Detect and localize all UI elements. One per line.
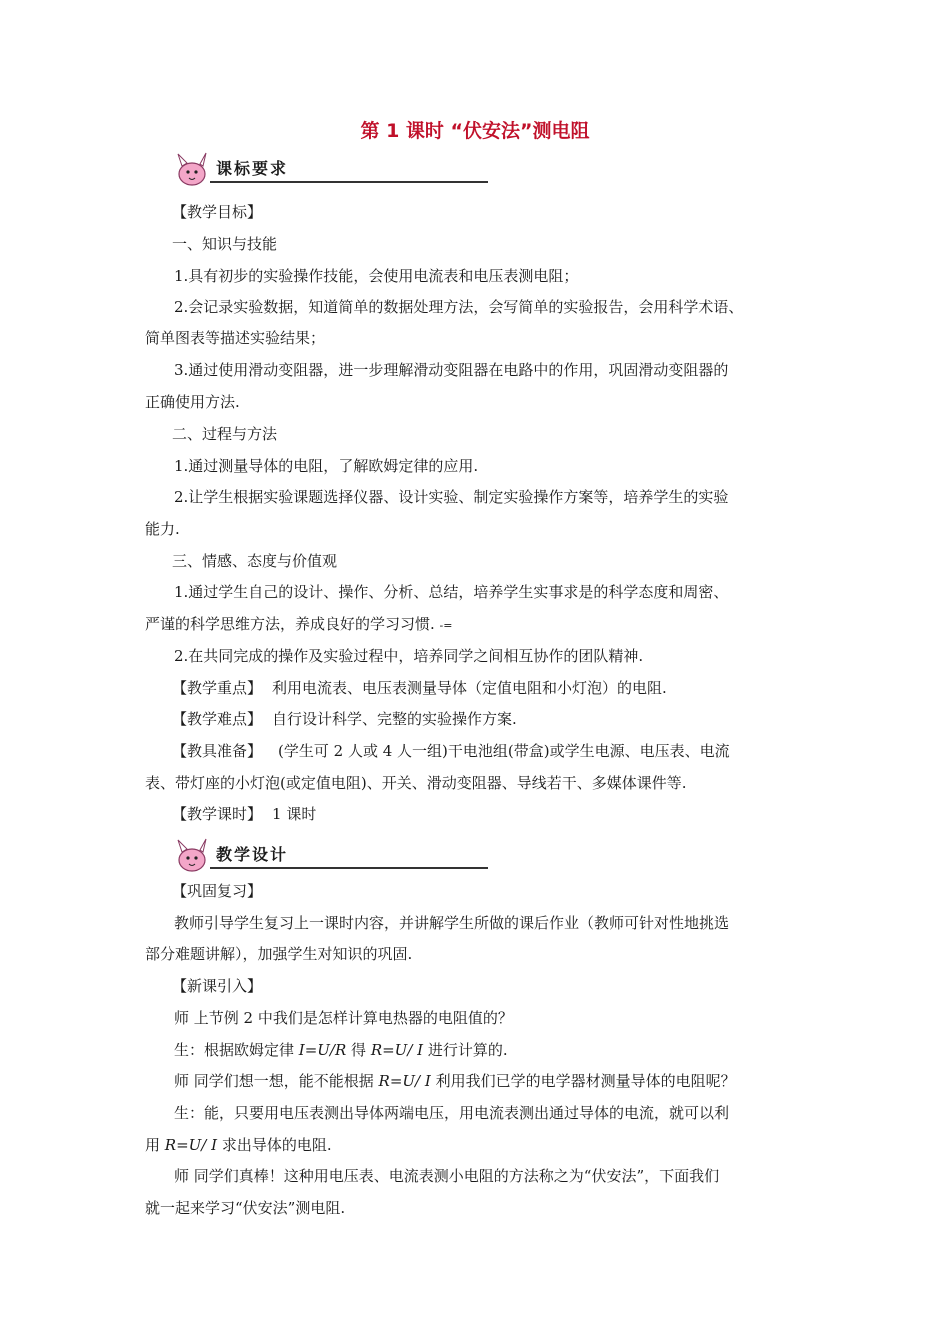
text-line: 简单图表等描述实验结果； <box>145 329 326 347</box>
formula: R=U/ I <box>164 1136 218 1154</box>
text-line: 能力. <box>145 520 180 538</box>
text-fragment: 进行计算的. <box>423 1041 508 1059</box>
text-line <box>172 678 837 698</box>
text-fragment: 师 同学们想一想，能不能根据 <box>174 1072 379 1090</box>
text-line <box>174 1071 839 1091</box>
cartoon-icon <box>170 836 214 876</box>
text-line: 就一起来学习“伏安法”测电阻. <box>145 1199 346 1217</box>
text-fragment: (学生可 2 人或 4 人一组)干电池组(带盒)或学生电源、电压表、电流 <box>278 742 730 760</box>
text-line: 师 上节例 2 中我们是怎样计算电热器的电阻值的？ <box>174 1009 513 1027</box>
text-fragment: 得 <box>346 1041 371 1059</box>
text-line: 师 同学们真棒！这种用电压表、电流表测小电阻的方法称之为“伏安法”，下面我们 <box>174 1167 720 1185</box>
text-fragment: 自行设计科学、完整的实验操作方案. <box>272 710 517 728</box>
text-line: 2.会记录实验数据，知道简单的数据处理方法，会写简单的实验报告，会用科学术语、 <box>174 298 744 316</box>
text-line <box>172 709 837 729</box>
text-line: 正确使用方法. <box>145 393 240 411</box>
section-header-design <box>170 836 330 876</box>
text-line: 一、知识与技能 <box>172 235 278 253</box>
section-header-curriculum <box>170 150 330 190</box>
text-line: 2.让学生根据实验课题选择仪器、设计实验、制定实验操作方案等，培养学生的实验 <box>174 488 729 506</box>
section-divider <box>210 181 488 183</box>
text-line <box>145 614 810 636</box>
text-line: 【新课引入】 <box>172 977 263 995</box>
text-fragment: 利用电流表、电压表测量导体（定值电阻和小灯泡）的电阻. <box>272 679 667 697</box>
text-fragment: 严谨的科学思维方法，养成良好的学习习惯. <box>145 615 440 633</box>
formula: I=U/R <box>298 1041 347 1059</box>
stray-mark: -= <box>439 619 453 632</box>
text-fragment: 用 <box>145 1136 165 1154</box>
formula: R=U/ I <box>378 1072 431 1090</box>
text-fragment: 利用我们已学的电学器材测量导体的电阻呢？ <box>430 1072 736 1090</box>
text-line: 部分难题讲解），加强学生对知识的巩固. <box>145 945 413 963</box>
text-line: 【教学目标】 <box>172 203 263 221</box>
text-line: 三、情感、态度与价值观 <box>172 552 338 570</box>
text-fragment: 求出导体的电阻. <box>217 1136 332 1154</box>
text-line: 生：能，只要用电压表测出导体两端电压，用电流表测出通过导体的电流，就可以利 <box>174 1104 730 1122</box>
section-divider <box>210 867 488 869</box>
text-fragment: 生：根据欧姆定律 <box>174 1041 299 1059</box>
section-title: 课标要求 <box>216 159 289 178</box>
label-equipment: 【教具准备】 <box>172 742 263 760</box>
text-line <box>174 1040 839 1060</box>
text-line: 3.通过使用滑动变阻器，进一步理解滑动变阻器在电路中的作用，巩固滑动变阻器的 <box>174 361 729 379</box>
text-line: 1.具有初步的实验操作技能，会使用电流表和电压表测电阻； <box>174 267 579 285</box>
text-line: 【巩固复习】 <box>172 882 263 900</box>
label-difficulty: 【教学难点】 <box>172 710 263 728</box>
cartoon-icon <box>170 150 214 190</box>
text-line: 二、过程与方法 <box>172 425 278 443</box>
text-line <box>172 804 837 824</box>
text-line: 2.在共同完成的操作及实验过程中，培养同学之间相互协作的团队精神. <box>174 647 644 665</box>
text-line: 1.通过测量导体的电阻，了解欧姆定律的应用. <box>174 457 479 475</box>
label-key-points: 【教学重点】 <box>172 679 263 697</box>
text-line: 表、带灯座的小灯泡(或定值电阻)、开关、滑动变阻器、导线若干、多媒体课件等. <box>145 774 687 792</box>
text-line: 教师引导学生复习上一课时内容，并讲解学生所做的课后作业（教师可针对性地挑选 <box>174 914 730 932</box>
section-title: 教学设计 <box>216 845 289 864</box>
text-line: 1.通过学生自己的设计、操作、分析、总结，培养学生实事求是的科学态度和周密、 <box>174 583 729 601</box>
label-class-hours: 【教学课时】 <box>172 805 263 823</box>
page-title: 第 1 课时 “伏安法”测电阻 <box>360 120 590 142</box>
formula: R=U/ I <box>370 1041 424 1059</box>
text-line <box>172 741 837 761</box>
text-line <box>145 1135 810 1155</box>
text-fragment: 1 课时 <box>272 805 317 823</box>
